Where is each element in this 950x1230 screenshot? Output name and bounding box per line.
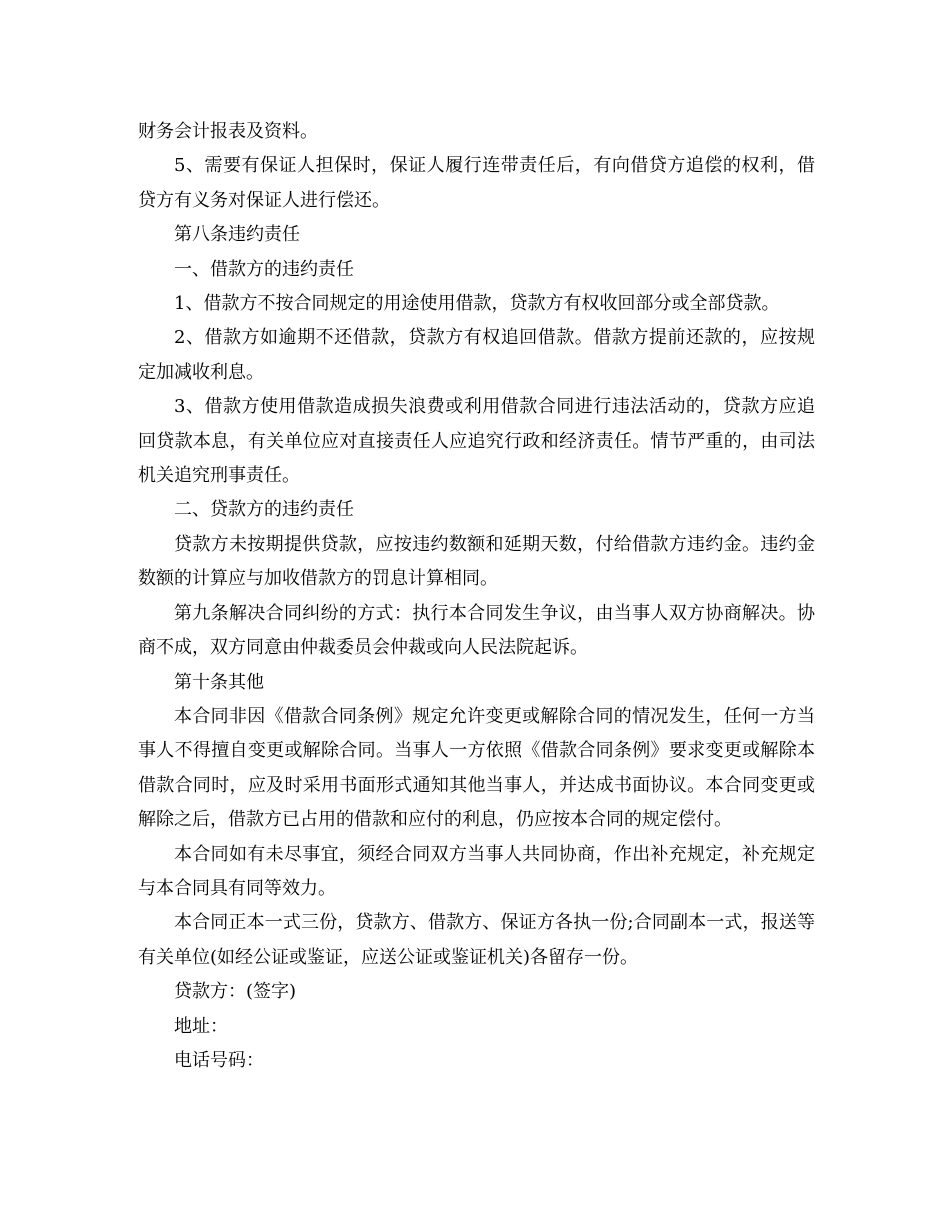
paragraph-article-9-disputes: 第九条解决合同纠纷的方式：执行本合同发生争议，由当事人双方协商解决。协商不成，双方同意由仲裁委员会仲裁或向人民法院起诉。 [138, 602, 815, 659]
paragraph-supplementary-terms: 本合同如有未尽事宜，须经合同双方当事人共同协商，作出补充规定，补充规定与本合同具有同等效力。 [138, 843, 815, 899]
paragraph-financial-statements: 财务会计报表及资料。 [138, 121, 318, 142]
paragraph-guarantor-recourse: 5、需要有保证人担保时，保证人履行连带责任后，有向借贷方追偿的权利，借贷方有义务对保证人进行偿还。 [138, 155, 815, 211]
paragraph-borrower-overdue: 2、借款方如逾期不还借款，贷款方有权追回借款。借款方提前还款的，应按规定加减收利息。 [138, 327, 815, 383]
heading-lender-liability: 二、贷款方的违约责任 [174, 499, 354, 521]
paragraph-contract-modification: 本合同非因《借款合同条例》规定允许变更或解除合同的情况发生，任何一方当事人不得擅自变更或解除合同。当事人一方依照《借款合同条例》要求变更或解除本借款合同时，应及时采用书面形式通知其他当事人，并达成书面协议。本合同变更或解除之后，借款方已占用的借款和应付的利息，仍应按本合同的规定偿付。 [138, 705, 815, 831]
heading-article-8: 第八条违约责任 [174, 224, 300, 246]
heading-borrower-liability: 一、借款方的违约责任 [174, 258, 354, 280]
paragraph-borrower-misuse: 1、借款方不按合同规定的用途使用借款，贷款方有权收回部分或全部贷款。 [174, 293, 780, 315]
signature-lender-line: 贷款方：(签字) [174, 981, 297, 1003]
paragraph-copies: 本合同正本一式三份，贷款方、借款方、保证方各执一份;合同副本一式，报送等有关单位(如经公证或鉴证，应送公证或鉴证机关)各留存一份。 [138, 912, 815, 968]
address-line: 地址： [174, 1015, 228, 1037]
phone-line: 电话号码： [174, 1049, 264, 1071]
paragraph-borrower-illegal-use: 3、借款方使用借款造成损失浪费或利用借款合同进行违法活动的，贷款方应追回贷款本息，有关单位应对直接责任人应追究行政和经济责任。情节严重的，由司法机关追究刑事责任。 [138, 396, 815, 487]
paragraph-lender-penalty: 贷款方未按期提供贷款，应按违约数额和延期天数，付给借款方违约金。违约金数额的计算应与加收借款方的罚息计算相同。 [138, 533, 815, 590]
heading-article-10: 第十条其他 [174, 671, 264, 693]
